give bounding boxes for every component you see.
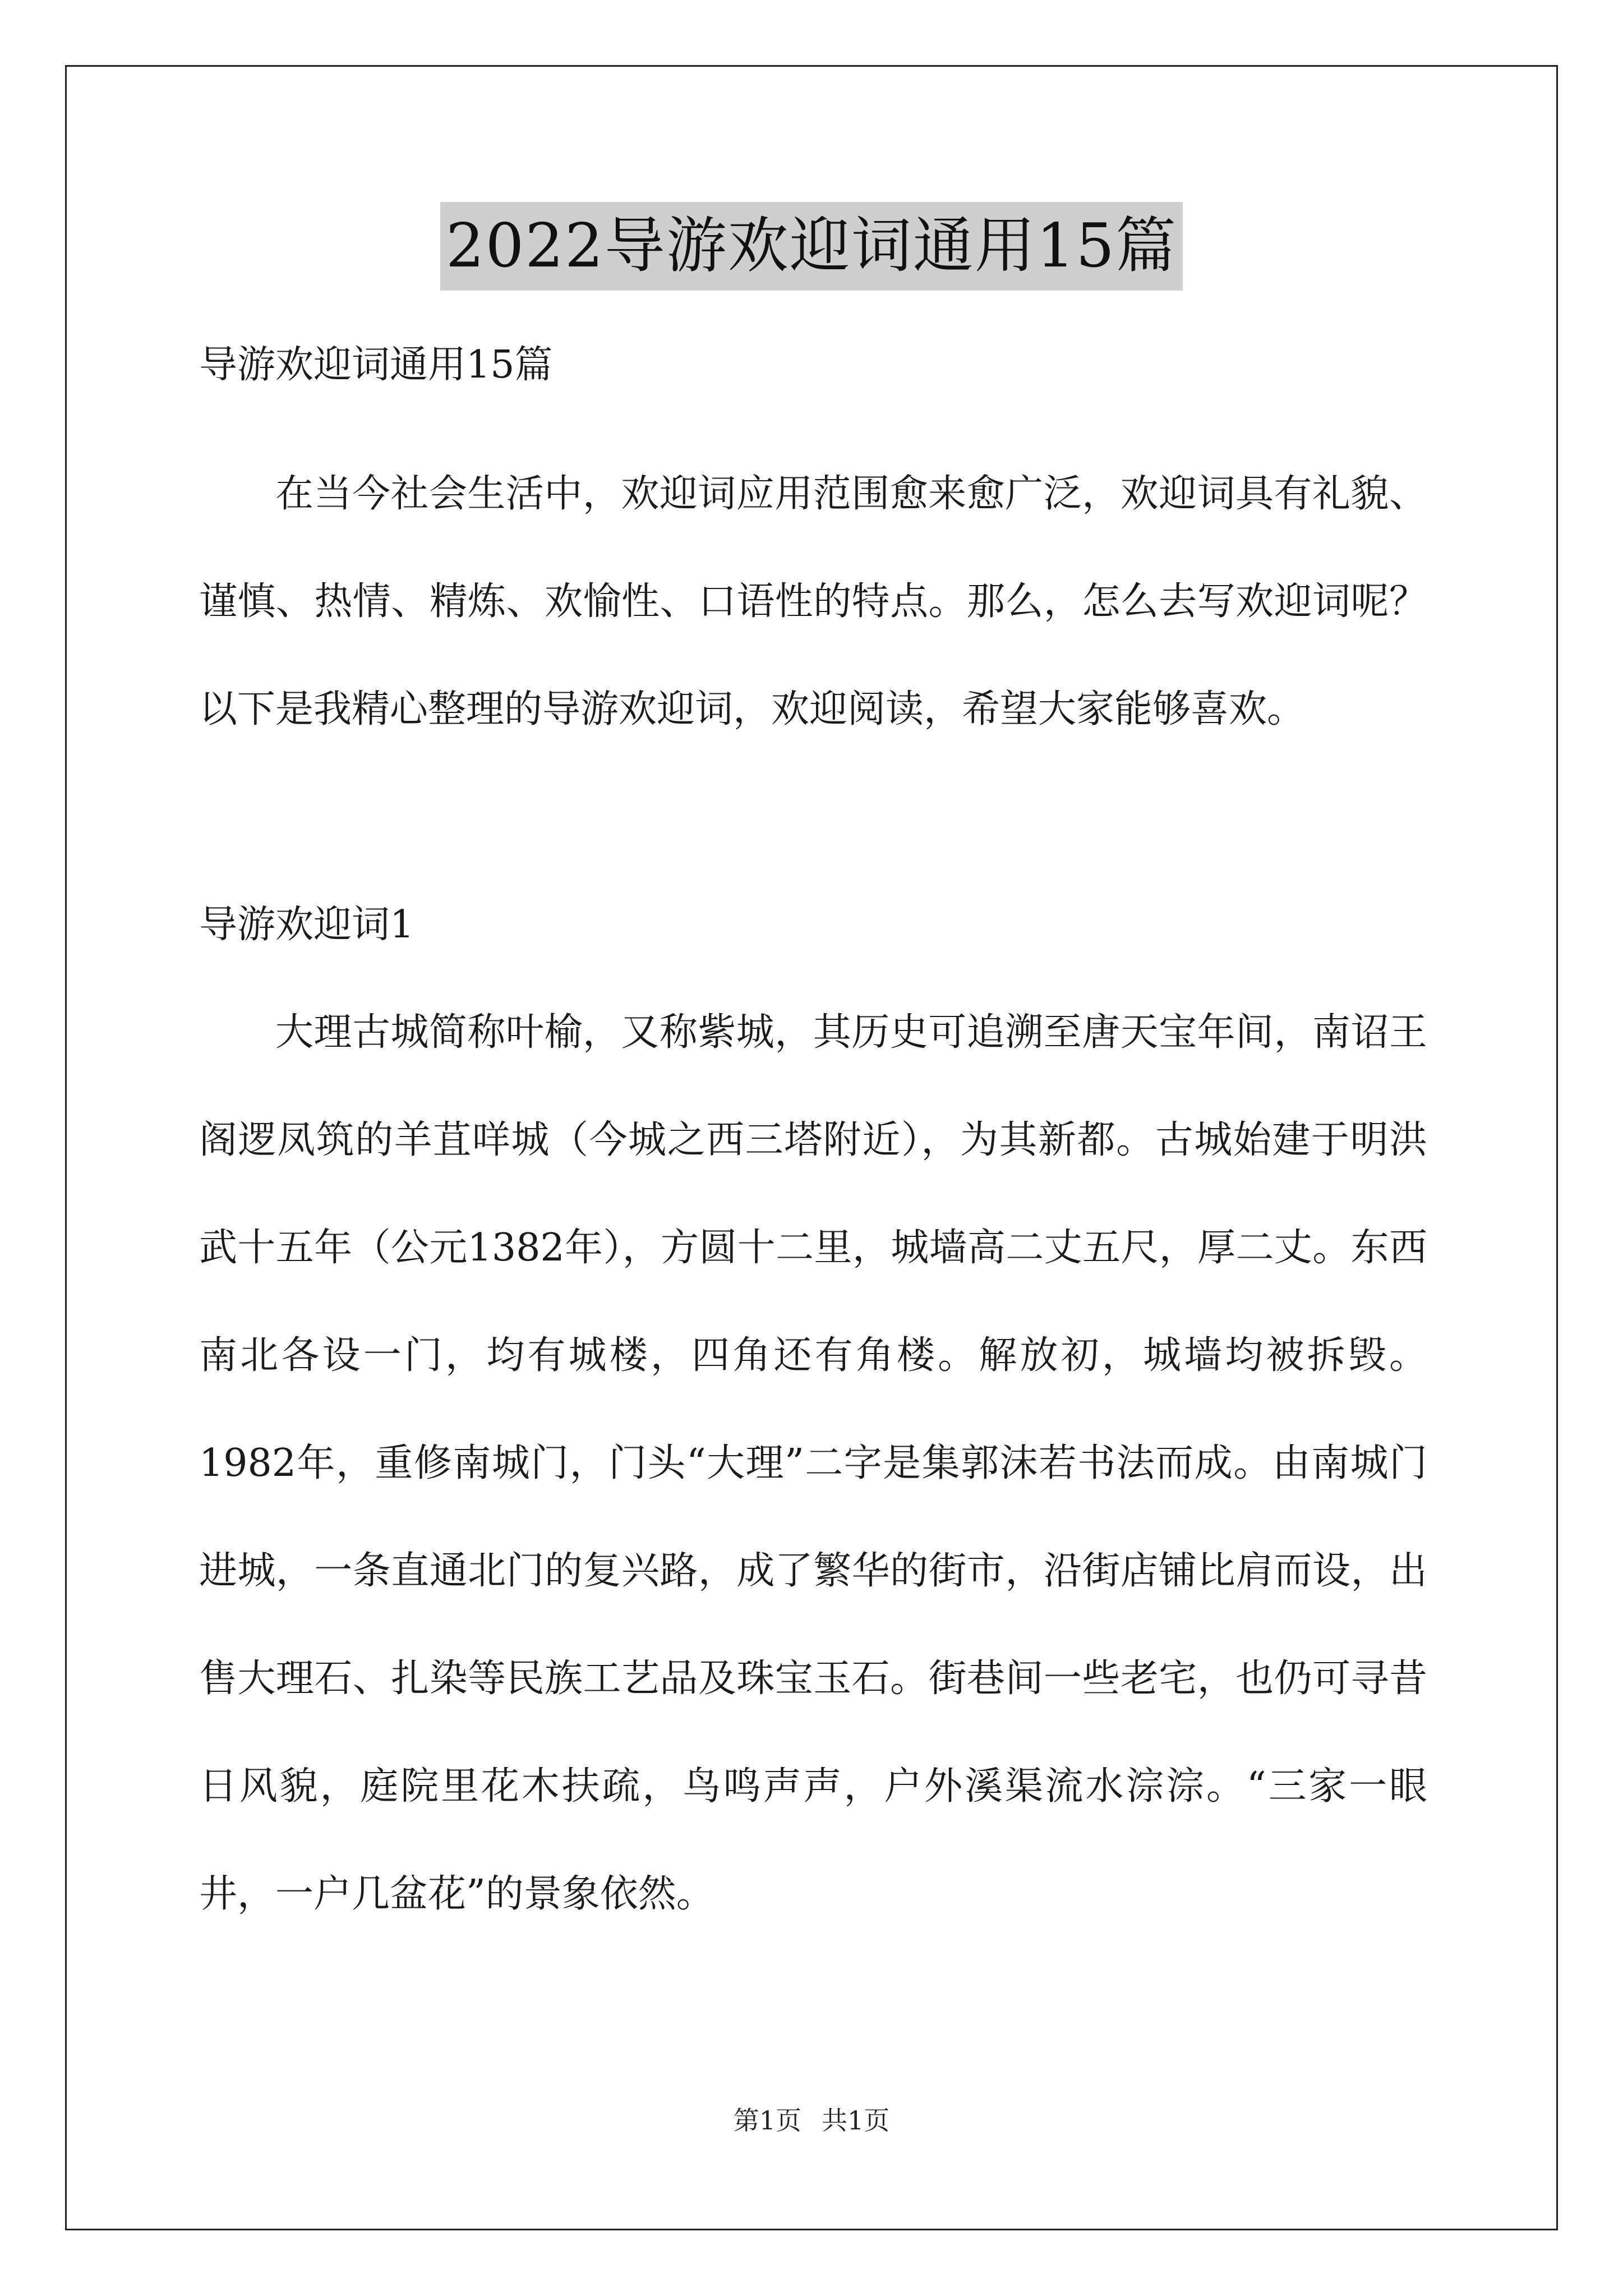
title-area	[0, 202, 1623, 291]
page-number: 第1页	[733, 2105, 801, 2136]
section-paragraph: 大理古城简称叶榆，又称紫城，其历史可追溯至唐天宝年间，南诏王阁逻凤筑的羊苴咩城（今城之西三塔附近），为其新都。古城始建于明洪武十五年（公元1382年），方圆十二里，城墙高二丈五尺，厚二丈。东西南北各设一门，均有城楼，四角还有角楼。解放初，城墙均被拆毁。1982年，重修南城门，门头“大理”二字是集郭沫若书法而成。由南城门进城，一条直通北门的复兴路，成了繁华的街市，沿街店铺比肩而设，出售大理石、扎染等民族工艺品及珠宝玉石。街巷间一些老宅，也仍可寻昔日风貌，庭院里花木扶疏，鸟鸣声声，户外溪渠流水淙淙。“三家一眼井，一户几盆花”的景象依然。	[199, 1010, 1427, 1916]
section-heading: 导游欢迎词1	[199, 903, 414, 947]
spacer	[199, 419, 1427, 440]
spacer	[199, 763, 1427, 871]
intro-paragraph: 在当今社会生活中，欢迎词应用范围愈来愈广泛，欢迎词具有礼貌、谨慎、热情、精炼、欢愉性、口语性的特点。那么，怎么去写欢迎词呢？以下是我精心整理的导游欢迎词，欢迎阅读，希望大家能够喜欢。	[199, 472, 1427, 731]
page-footer	[0, 2104, 1623, 2137]
document-body	[199, 311, 1427, 1948]
document-title: 2022导游欢迎词通用15篇	[440, 202, 1183, 291]
page-total: 共1页	[822, 2105, 890, 2136]
subtitle: 导游欢迎词通用15篇	[199, 343, 553, 387]
